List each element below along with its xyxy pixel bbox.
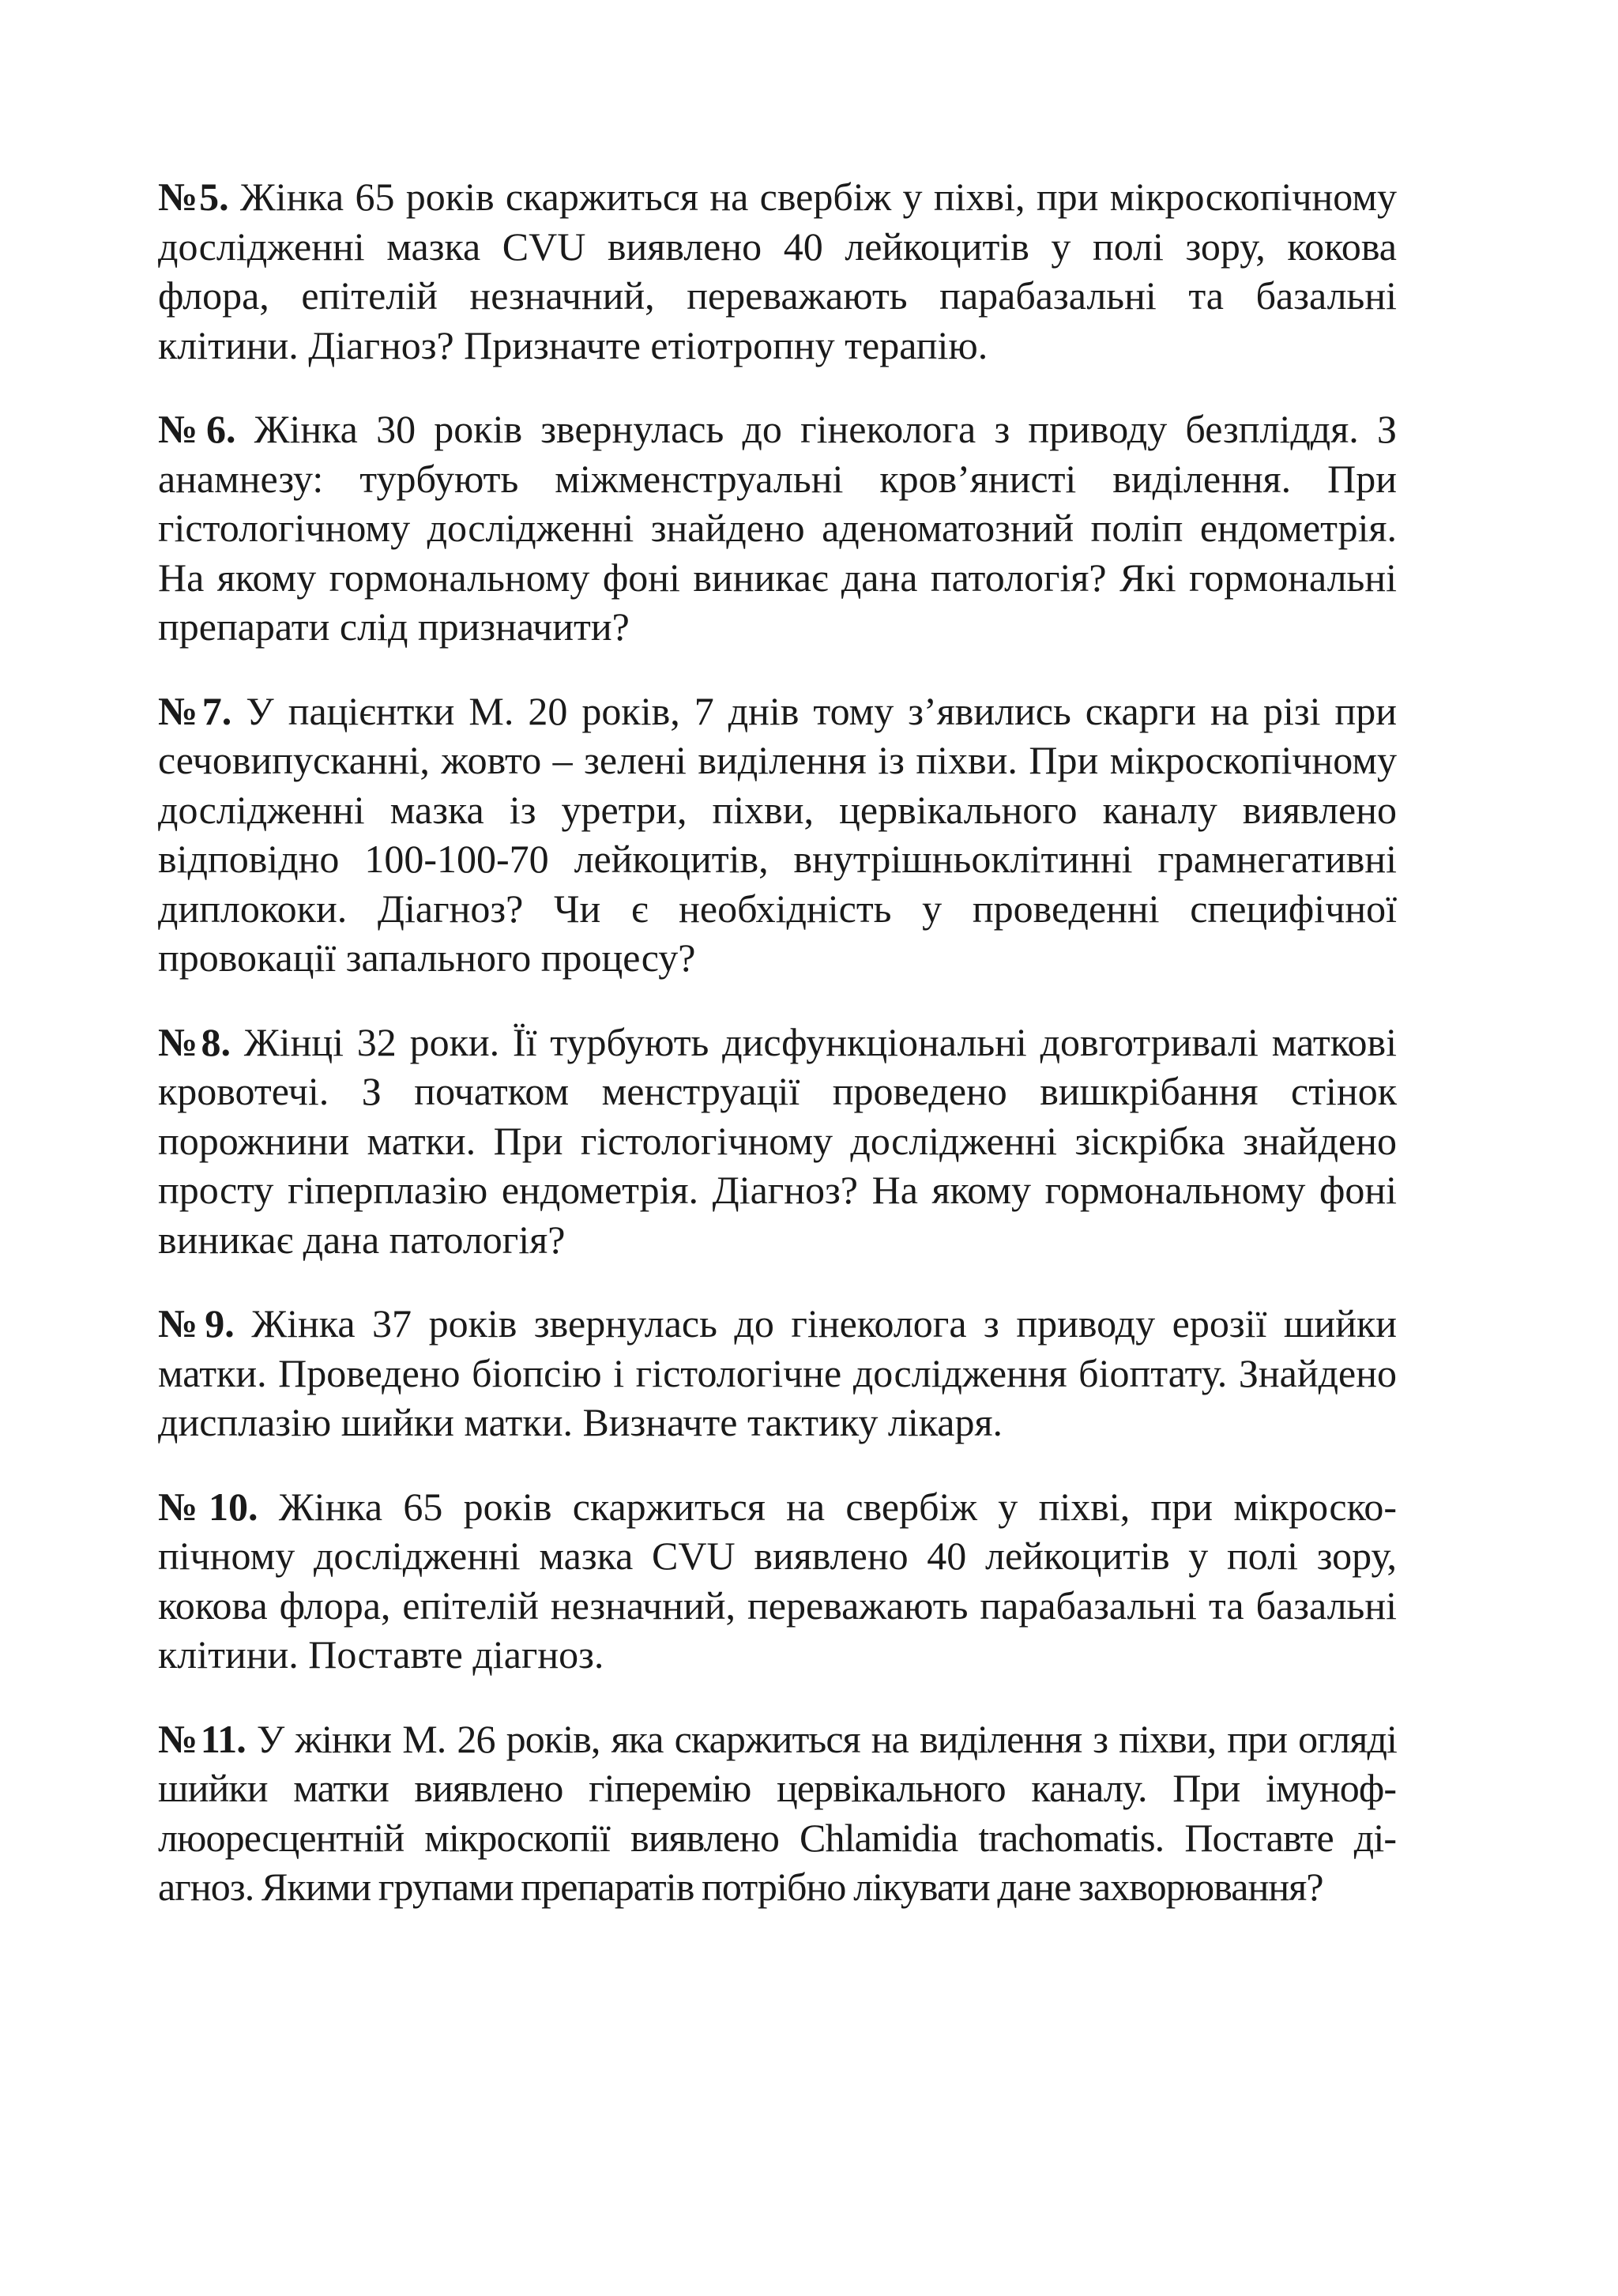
task-text: У пацієнтки М. 20 років, 7 днів тому з’явились скарги на різі при сечовипусканні, жовто – зелені виділення із піхви. При мікроскопічному дослідженні мазка із уретри, піхви, цервікального каналу виявлено відповідно 100-100-70 лейкоцитів, внутрішньоклітинні грамнегативні диплококи. Діагноз? Чи є необхідність у проведенні специфічної провокації запального процесу? [158, 688, 1398, 980]
task-5 [158, 172, 1397, 370]
task-9 [158, 1299, 1397, 1447]
task-8 [158, 1018, 1397, 1265]
task-text: Жінка 30 років звернулась до гінеколога з приводу безпліддя. З анамнезу: турбують міжменструальні кров’янисті виділення. При гістологічному дослідженні знайдено аденоматозний поліп ендометрія. На якому гормональному фоні виникає дана патологія? Які гормональні препарати слід призначити? [158, 407, 1397, 649]
task-number: №7. [158, 688, 232, 733]
task-text: Жінка 65 років скаржиться на свербіж у піхві, при мікроскопічному дослідженні мазка CVU виявлено 40 лейкоцитів у полі зору, кокова флора, епітелій незначний, переважають парабазальні та базальні клітини. Поставте діагноз. [158, 1484, 1398, 1677]
task-10 [158, 1482, 1397, 1680]
task-7 [158, 687, 1397, 983]
task-11 [158, 1714, 1397, 1912]
task-number: №5. [158, 175, 229, 219]
task-text: У жінки М. 26 років, яка скаржиться на виділення з піхви, при огляді шийки матки виявлено гіперемію цервікального каналу. При імунофлюоресцентній мікроскопії виявлено Chlamidia trachomatis. Поставте діагноз. Якими групами препаратів потрібно лікувати дане захворювання? [158, 1716, 1397, 1909]
task-text: Жінка 37 років звернулась до гінеколога з приводу ерозії шийки матки. Проведено біопсію і гістологічне дослідження біоптату. Знайдено дисплазію шийки матки. Визначте тактику лікаря. [158, 1301, 1398, 1444]
task-text: Жінці 32 роки. Її турбують дисфункціональні довготривалі маткові кровотечі. З початком менструації проведено вишкрібання стінок порожнини матки. При гістологічному дослідженні зіскрібка знайдено просту гіперплазію ендометрія. Діагноз? На якому гормональному фоні виникає дана патологія? [158, 1019, 1398, 1262]
task-number: №8. [158, 1019, 231, 1064]
task-number: №11. [158, 1716, 246, 1761]
document-page [158, 172, 1397, 1947]
task-number: №10. [158, 1484, 258, 1529]
task-6 [158, 405, 1397, 652]
task-number: №9. [158, 1301, 235, 1346]
task-number: №6. [158, 407, 236, 451]
task-text: Жінка 65 років скаржиться на свербіж у піхві, при мікроскопічному дослідженні мазка CVU виявлено 40 лейкоцитів у полі зору, кокова флора, епітелій незначний, переважають парабазальні та базальні клітини. Діагноз? Призначте етіотропну терапію. [158, 175, 1397, 367]
